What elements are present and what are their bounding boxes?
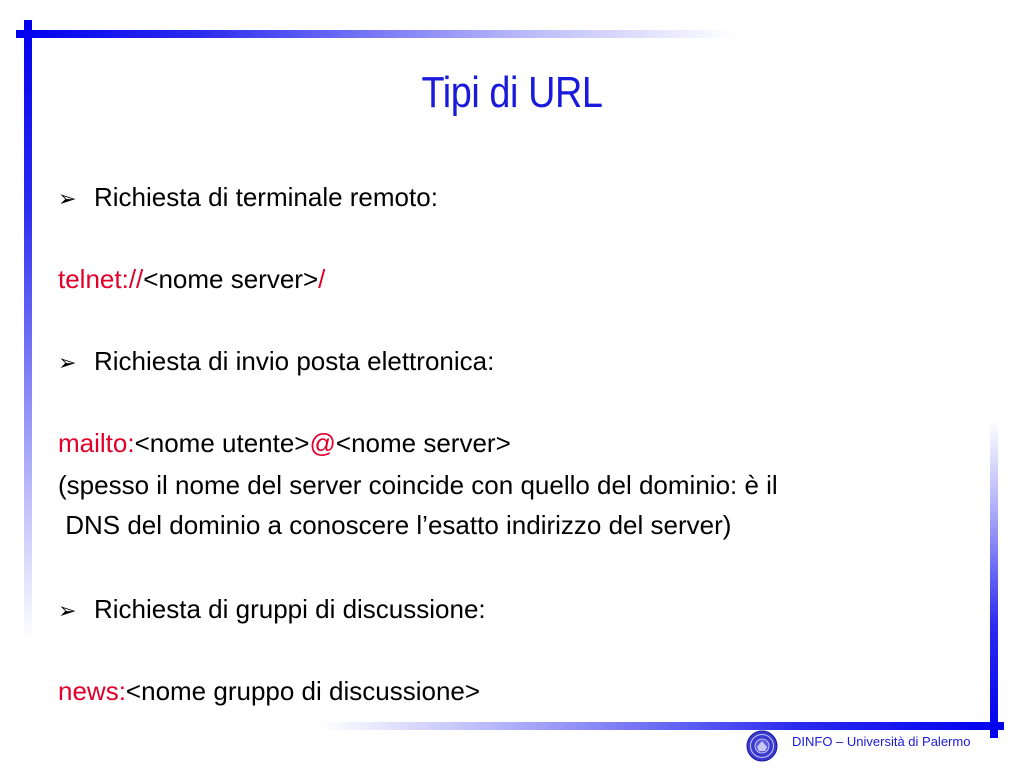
bullet-item-terminal <box>58 182 438 213</box>
url-user: <nome utente> <box>134 428 310 458</box>
url-scheme: news: <box>58 676 126 706</box>
university-seal-logo <box>746 730 778 762</box>
url-example-mailto <box>58 428 511 459</box>
url-scheme: telnet:// <box>58 264 144 294</box>
url-example-telnet <box>58 264 325 295</box>
arrowhead-bullet-icon: ➢ <box>58 351 77 376</box>
frame-bar-right <box>990 420 998 738</box>
arrowhead-bullet-icon: ➢ <box>58 599 77 624</box>
url-placeholder: <nome server> <box>143 264 319 294</box>
bullet-text: Richiesta di gruppi di discussione: <box>94 594 486 624</box>
note-line-2: DNS del dominio a conoscere l’esatto indirizzo del server) <box>58 510 732 540</box>
slide-title: Tipi di URL <box>421 68 603 117</box>
bullet-text: Richiesta di terminale remoto: <box>94 182 438 212</box>
url-server: <nome server> <box>335 428 511 458</box>
bullet-text: Richiesta di invio posta elettronica: <box>94 346 495 376</box>
frame-bar-bottom <box>320 722 1004 730</box>
url-example-news <box>58 676 480 707</box>
url-placeholder: <nome gruppo di discussione> <box>125 676 481 706</box>
frame-bar-left <box>24 20 32 640</box>
note-line-1: (spesso il nome del server coincide con quello del dominio: è il <box>58 470 778 500</box>
frame-bar-top <box>16 30 736 38</box>
url-suffix: / <box>318 264 326 294</box>
url-scheme: mailto: <box>58 428 135 458</box>
arrowhead-bullet-icon: ➢ <box>58 187 77 212</box>
footer-text: DINFO – Università di Palermo <box>792 734 971 749</box>
bullet-item-mail <box>58 346 494 377</box>
bullet-item-news <box>58 594 486 625</box>
url-at-sign: @ <box>309 428 336 458</box>
